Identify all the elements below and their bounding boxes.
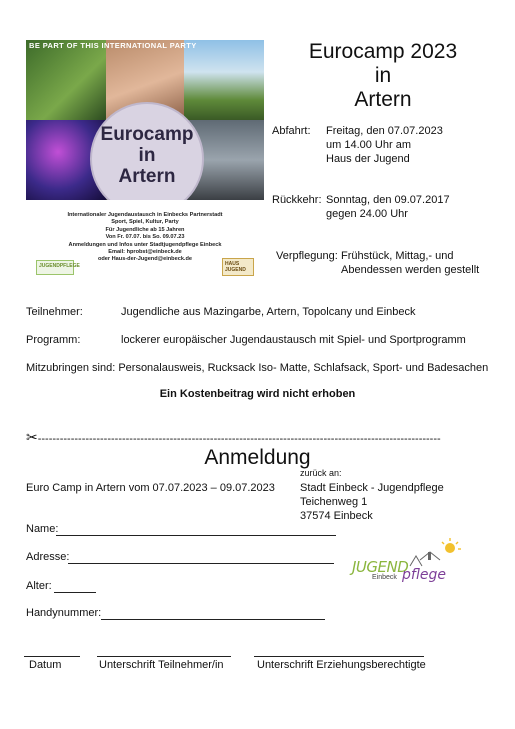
haus-der-jugend-logo: HAUS JUGEND — [222, 258, 254, 276]
photo-crowd-outdoors — [184, 40, 264, 120]
flyer-line: Internationaler Jugendaustausch in Einbecks Partnerstadt — [67, 212, 223, 218]
flyer-circle-title — [90, 124, 204, 187]
return-address-3: 37574 Einbeck — [300, 510, 373, 522]
flyer-circle-line-1: Eurocamp — [100, 124, 194, 145]
mitbringen-text: Mitzubringen sind: Personalausweis, Rucksack Iso- Matte, Schlafsack, Sport- und Badesachen — [26, 362, 489, 374]
flyer-banner: BE PART OF THIS INTERNATIONAL PARTY — [29, 41, 197, 50]
photo-group-outdoors — [26, 40, 106, 120]
kosten-note: Ein Kostenbeitrag wird nicht erhoben — [159, 388, 356, 400]
flyer-circle-line-2: in — [138, 145, 156, 166]
scissors-icon: ✂ — [26, 431, 38, 443]
datum-label: Datum — [29, 659, 62, 671]
name-field[interactable] — [56, 535, 336, 536]
flyer-line: Email: hprobst@einbeck.de — [108, 249, 182, 256]
return-address-1: Stadt Einbeck - Jugendpflege — [300, 482, 444, 494]
signature-teilnehmer-line[interactable] — [97, 656, 231, 657]
verpflegung-label: Verpflegung: — [276, 250, 338, 262]
abfahrt-label: Abfahrt: — [272, 125, 311, 137]
return-address-2: Teichenweg 1 — [300, 496, 368, 508]
flyer-info-text — [30, 212, 260, 264]
event-flyer-image — [26, 40, 264, 276]
verpflegung-value-2: Abendessen werden gestellt — [341, 264, 480, 276]
signature-teilnehmer-label: Unterschrift Teilnehmer/in — [99, 659, 224, 671]
adresse-label: Adresse: — [26, 551, 70, 563]
logo-word-jugend: JUGEND — [352, 558, 409, 576]
signature-erziehung-line[interactable] — [254, 656, 424, 657]
title-line-2: in — [374, 64, 392, 87]
jugendpflege-einbeck-logo — [350, 538, 462, 586]
teilnehmer-label: Teilnehmer: — [26, 306, 83, 318]
cut-dashes: -------------------------------------------------------------------------------------------------------------- — [37, 433, 441, 443]
teilnehmer-value: Jugendliche aus Mazingarbe, Artern, Topolcany und Einbeck — [121, 306, 416, 318]
flyer-line: Anmeldungen und Infos unter Stadtjugendpflege Einbeck — [68, 241, 222, 248]
signature-erziehung-label: Unterschrift Erziehungsberechtigte — [257, 659, 426, 671]
programm-label: Programm: — [26, 334, 81, 346]
logo-word-einbeck: Einbeck — [372, 574, 397, 581]
handy-field[interactable] — [101, 619, 325, 620]
event-line: Euro Camp in Artern vom 07.07.2023 – 09.07.2023 — [26, 482, 275, 494]
adresse-field[interactable] — [68, 563, 334, 564]
name-label: Name: — [26, 523, 59, 535]
flyer-line: oder Haus-der-Jugend@einbeck.de — [97, 256, 193, 263]
jugendpflege-logo-small: JUGENDPFLEGE — [36, 260, 74, 275]
alter-label: Alter: — [26, 580, 52, 592]
rueckkehr-value-1: Sonntag, den 09.07.2017 — [326, 194, 450, 206]
page-title — [268, 40, 498, 112]
handy-label: Handynummer: — [26, 607, 102, 619]
rueckkehr-value-2: gegen 24.00 Uhr — [326, 208, 408, 220]
flyer-line: Sport, Spiel, Kultur, Party — [111, 219, 179, 226]
alter-field[interactable] — [54, 592, 96, 593]
abfahrt-value-3: Haus der Jugend — [326, 153, 410, 165]
abfahrt-value-2: um 14.00 Uhr am — [326, 139, 411, 151]
rueckkehr-label: Rückkehr: — [272, 194, 322, 206]
abfahrt-value-1: Freitag, den 07.07.2023 — [326, 125, 443, 137]
title-line-3: Artern — [354, 88, 412, 111]
flyer-line: Für Jugendliche ab 15 Jahren — [105, 226, 185, 233]
cut-line — [26, 431, 484, 443]
verpflegung-value-1: Frühstück, Mittag,- und — [341, 250, 454, 262]
logo-word-pflege: pflege — [402, 567, 447, 583]
title-line-1: Eurocamp 2023 — [308, 40, 458, 63]
return-label: zurück an: — [300, 468, 342, 478]
datum-line[interactable] — [24, 656, 80, 657]
flyer-line: Von Fr. 07.07. bis So. 09.07.23 — [105, 234, 185, 241]
programm-value: lockerer europäischer Jugendaustausch mit Spiel- und Sportprogramm — [121, 334, 466, 346]
flyer-circle-line-3: Artern — [118, 166, 176, 187]
registration-heading: Anmeldung — [204, 446, 311, 469]
